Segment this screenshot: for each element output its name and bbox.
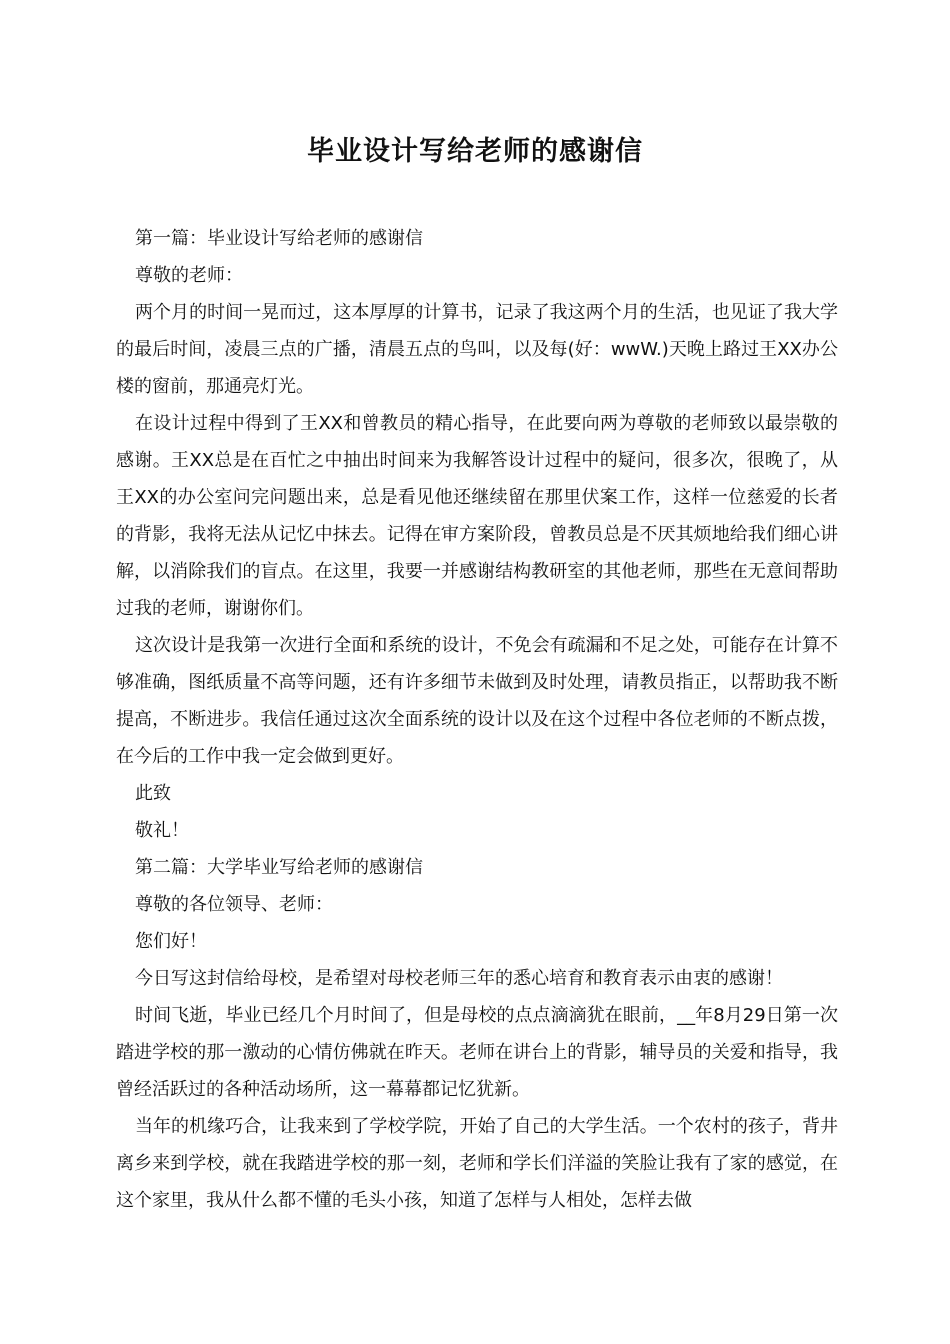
paragraph: 当年的机缘巧合，让我来到了学校学院，开始了自己的大学生活。一个农村的孩子，背井离乡来到学校，就在我踏进学校的那一刻，老师和学长们洋溢的笑脸让我有了家的感觉，在这个家里，我从什么都不懂的毛头小孩，知道了怎样与人相处，怎样去做 xyxy=(116,1116,838,1211)
greeting: 您们好！ xyxy=(135,931,207,952)
closing-regards: 敬礼！ xyxy=(135,820,189,841)
paragraph: 时间飞逝，毕业已经几个月时间了，但是母校的点点滴滴犹在眼前，__年8月29日第一次踏进学校的那一激动的心情仿佛就在昨天。老师在讲台上的背影，辅导员的关爱和指导，我曾经活跃过的各种活动场所，这一幕幕都记忆犹新。 xyxy=(116,1005,838,1100)
paragraph: 在设计过程中得到了王XX和曾教员的精心指导，在此要向两为尊敬的老师致以最崇敬的感谢。王XX总是在百忙之中抽出时间来为我解答设计过程中的疑问，很多次，很晚了，从王XX的办公室问完问题出来，总是看见他还继续留在那里伏案工作，这样一位慈爱的长者的背影，我将无法从记忆中抹去。记得在审方案阶段，曾教员总是不厌其烦地给我们细心讲解，以消除我们的盲点。在这里，我要一并感谢结构教研室的其他老师，那些在无意间帮助过我的老师，谢谢你们。 xyxy=(116,413,838,619)
paragraph: 这次设计是我第一次进行全面和系统的设计，不免会有疏漏和不足之处，可能存在计算不够准确，图纸质量不高等问题，还有许多细节未做到及时处理，请教员指正，以帮助我不断提高，不断进步。我信任通过这次全面系统的设计以及在这个过程中各位老师的不断点拨，在今后的工作中我一定会做到更好。 xyxy=(116,635,838,767)
document-title: 毕业设计写给老师的感谢信 xyxy=(307,136,643,167)
paragraph: 两个月的时间一晃而过，这本厚厚的计算书，记录了我这两个月的生活，也见证了我大学的最后时间，凌晨三点的广播，清晨五点的鸟叫，以及每(好：wwW.)天晚上路过王XX办公楼的窗前，那通亮灯光。 xyxy=(116,302,838,397)
closing-line: 此致 xyxy=(135,783,171,804)
salutation-1: 尊敬的老师： xyxy=(135,265,243,286)
section-heading-2: 第二篇：大学毕业写给老师的感谢信 xyxy=(135,857,423,878)
section-heading-1: 第一篇：毕业设计写给老师的感谢信 xyxy=(135,228,423,249)
document-body xyxy=(116,220,838,1219)
paragraph: 今日写这封信给母校，是希望对母校老师三年的悉心培育和教育表示由衷的感谢！ xyxy=(135,968,783,989)
salutation-2: 尊敬的各位领导、老师： xyxy=(135,894,333,915)
